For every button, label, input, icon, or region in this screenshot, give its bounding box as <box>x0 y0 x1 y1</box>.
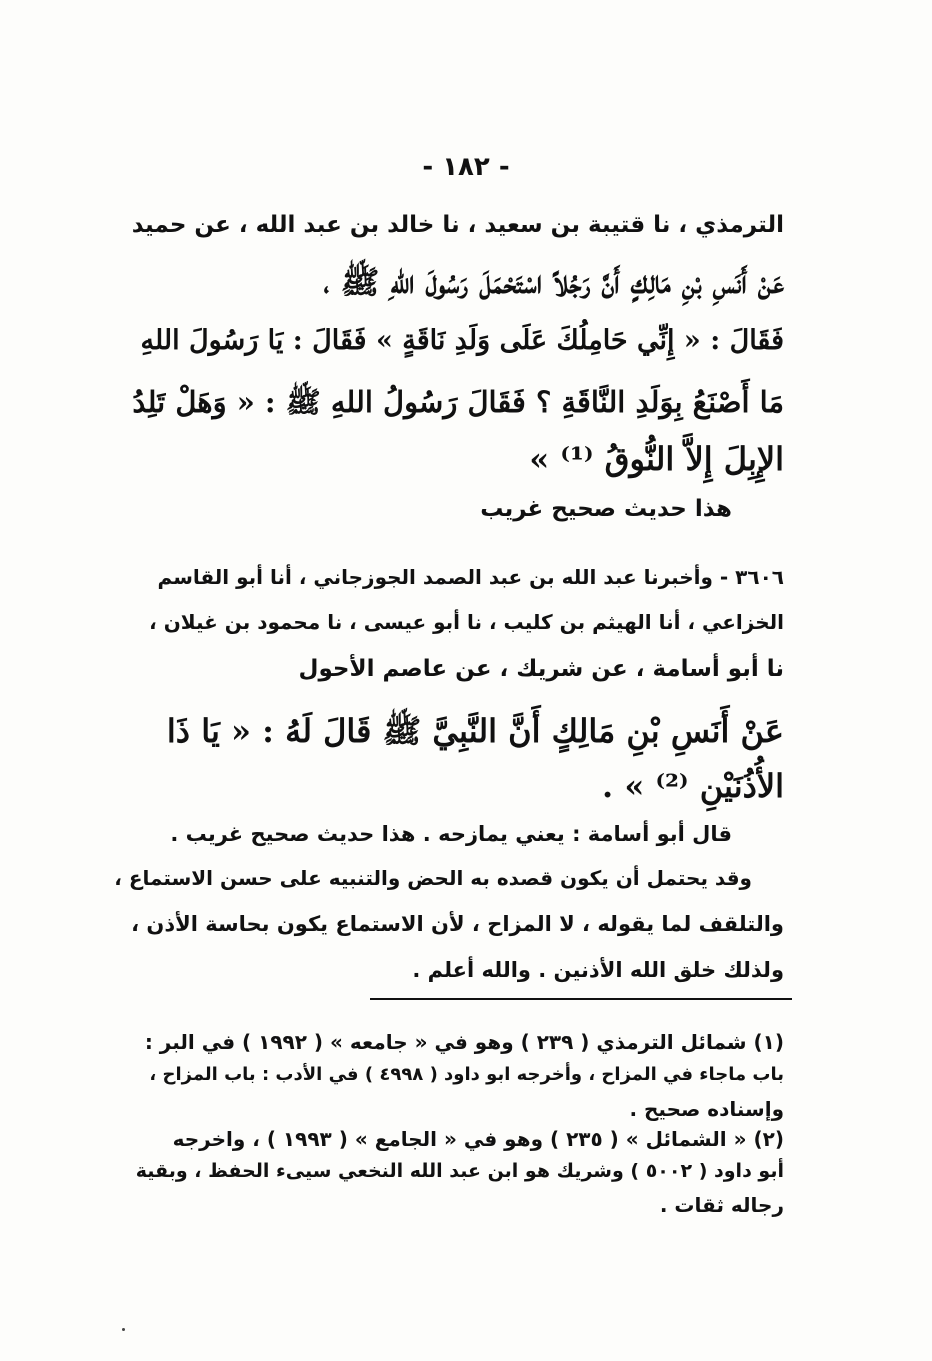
footnote-line: وإسناده صحيح . <box>629 1097 784 1121</box>
isnad-line: الخزاعي ، أنا الهيثم بن كليب ، نا أبو عيسى ، نا محمود بن غيلان ، <box>149 610 784 634</box>
isnad-line: الترمذي ، نا قتيبة بن سعيد ، نا خالد بن عبد الله ، عن حميد <box>131 212 784 238</box>
hadith-text-line: عَنْ أَنَسِ بْنِ مَالِكٍ أَنَّ رَجُلاً اسْتَحْمَلَ رَسُولَ اللهِ ﷺ ، <box>323 263 784 301</box>
footnote-line: (٢) « الشمائل » ( ٢٣٥ ) وهو في « الجامع » ( ١٩٩٣ ) ، واخرجه <box>172 1127 784 1151</box>
footnote-line: (١) شمائل الترمذي ( ٢٣٩ ) وهو في « جامعه » ( ١٩٩٢ ) في البر : <box>144 1030 784 1054</box>
hadith-text-line: الأُذُنَيْنِ ⁽²⁾ » . <box>602 767 784 805</box>
isnad-line: نا أبو أسامة ، عن شريك ، عن عاصم الأحول <box>298 656 784 682</box>
commentary-line: ولذلك خلق الله الأذنين . والله أعلم . <box>412 958 784 982</box>
commentary-line: وقد يحتمل أن يكون قصده به الحض والتنبيه على حسن الاستماع ، <box>114 866 752 890</box>
hadith-text-line: فَقَالَ : « إِنِّي حَامِلُكَ عَلَى وَلَدِ نَاقَةٍ » فَقَالَ : يَا رَسُولَ اللهِ <box>140 325 784 356</box>
grading-line: هذا حديث صحيح غريب <box>480 496 732 522</box>
footnote-line: رجاله ثقات . <box>659 1193 784 1217</box>
scan-speck <box>122 1328 125 1331</box>
hadith-text-line: الإِبِلَ إِلاَّ النُّوقُ ⁽¹⁾ » <box>529 440 784 478</box>
hadith-text-line: مَا أَصْنَعُ بِوَلَدِ النَّاقَةِ ؟ فَقَالَ رَسُولُ اللهِ ﷺ : « وَهَلْ تَلِدُ <box>132 385 784 419</box>
hadith-text-line: عَنْ أَنَسِ بْنِ مَالِكٍ أَنَّ النَّبِيَّ ﷺ قَالَ لَهُ : « يَا ذَا <box>166 712 784 750</box>
footnote-line: أبو داود ( ٥٠٠٢ ) وشريك هو ابن عبد الله النخعي سيىء الحفظ ، وبقية <box>135 1160 784 1182</box>
page-number: - ١٨٢ - <box>422 152 510 182</box>
commentary-line: والتلقف لما يقوله ، لا المزاح ، لأن الاستماع يكون بحاسة الأذن ، <box>131 912 784 936</box>
commentary-line: قال أبو أسامة : يعني يمازحه . هذا حديث صحيح غريب . <box>170 822 732 846</box>
footnote-line: باب ماجاء في المزاح ، وأخرجه ابو داود ( ٤٩٩٨ ) في الأدب : باب المزاح ، <box>149 1064 784 1085</box>
footnote-divider <box>370 998 792 1000</box>
isnad-line: ٣٦٠٦ - وأخبرنا عبد الله بن عبد الصمد الجوزجاني ، أنا أبو القاسم <box>157 565 784 589</box>
